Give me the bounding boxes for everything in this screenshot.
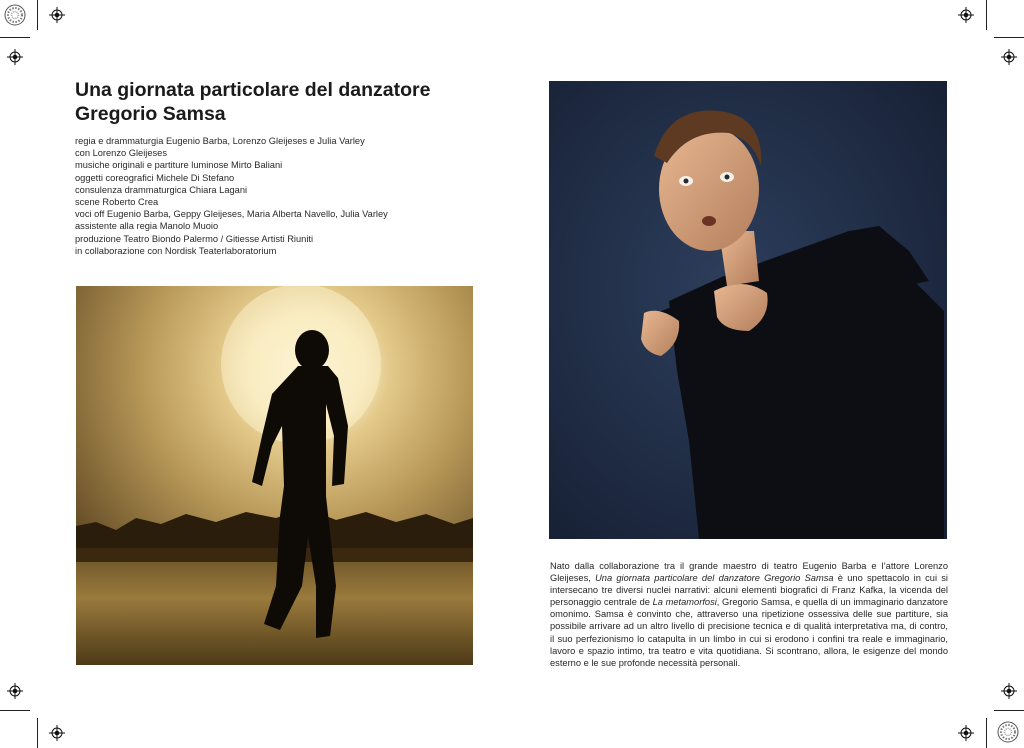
- credit-line: voci off Eugenio Barba, Geppy Gleijeses, Maria Alberta Navello, Julia Varley: [75, 209, 388, 220]
- title-line-1: Una giornata particolare del danzatore: [75, 79, 431, 101]
- registration-crosshair-icon: [1001, 49, 1017, 65]
- credit-line: oggetti coreografici Michele Di Stefano: [75, 172, 235, 183]
- description-text: , Gregorio Samsa, e quella di un immaginario danzatore omonimo. Samsa è convinto che, attraverso una ripetizione ossessiva delle sue partiture, sia possibile arrivare ad un altro livello di precisione tecnica e di qualità interpretativa ma, di contro, il suo perfezionismo lo catapulta in un limbo in cui si erodono i confini tra reale e immaginario, lavoro e spazio intimo, tra teatro e vita quotidiana. Si scontrano, allora, le esigenze del mondo esterno e le sue profonde necessità personali.: [550, 597, 949, 668]
- title-line-2: Gregorio Samsa: [75, 103, 226, 125]
- registration-crosshair-icon: [7, 683, 23, 699]
- crop-mark: [994, 37, 1024, 38]
- crop-mark: [986, 718, 987, 748]
- registration-crosshair-icon: [958, 725, 974, 741]
- credits-list: [75, 135, 495, 257]
- credit-line: regia e drammaturgia Eugenio Barba, Lorenzo Gleijeses e Julia Varley: [75, 136, 365, 146]
- crop-mark: [0, 37, 30, 38]
- work-title-italic: La metamorfosi: [652, 597, 717, 608]
- registration-crosshair-icon: [49, 725, 65, 741]
- credit-line: produzione Teatro Biondo Palermo / Gitiesse Artisti Riuniti: [75, 233, 314, 244]
- registration-crosshair-icon: [7, 49, 23, 65]
- registration-crosshair-icon: [49, 7, 65, 23]
- rosette-top-left-icon: [4, 4, 26, 26]
- credit-line: scene Roberto Crea: [75, 197, 159, 208]
- credit-line: in collaborazione con Nordisk Teaterlaboratorium: [75, 245, 277, 256]
- description-paragraph: [550, 560, 948, 669]
- crop-mark: [986, 0, 987, 30]
- credit-line: con Lorenzo Gleijeses: [75, 148, 167, 159]
- crop-mark: [994, 710, 1024, 711]
- crop-mark: [37, 718, 38, 748]
- registration-crosshair-icon: [1001, 683, 1017, 699]
- crop-mark: [0, 710, 30, 711]
- page-title: [75, 78, 495, 126]
- crop-mark: [37, 0, 38, 30]
- description-text: è uno spettacolo in cui si intersecano tre diversi nuclei narrativi: alcuni elementi biografici di Franz Kafka, la vicenda del personaggio centrale de: [550, 573, 948, 608]
- silhouette-dancer-photo: [76, 286, 473, 665]
- dancer-portrait-photo: [549, 81, 947, 539]
- show-title-italic: Una giornata particolare del danzatore Gregorio Samsa: [595, 573, 834, 584]
- credit-line: musiche originali e partiture luminose Mirto Baliani: [75, 160, 283, 171]
- rosette-bottom-right-icon: [997, 721, 1019, 743]
- description-text: Nato dalla collaborazione tra il grande maestro di teatro Eugenio Barba e l’attore Lorenzo Gleijeses,: [550, 561, 948, 584]
- credit-line: assistente alla regia Manolo Muoio: [75, 221, 219, 232]
- credit-line: consulenza drammaturgica Chiara Lagani: [75, 184, 248, 195]
- registration-crosshair-icon: [958, 7, 974, 23]
